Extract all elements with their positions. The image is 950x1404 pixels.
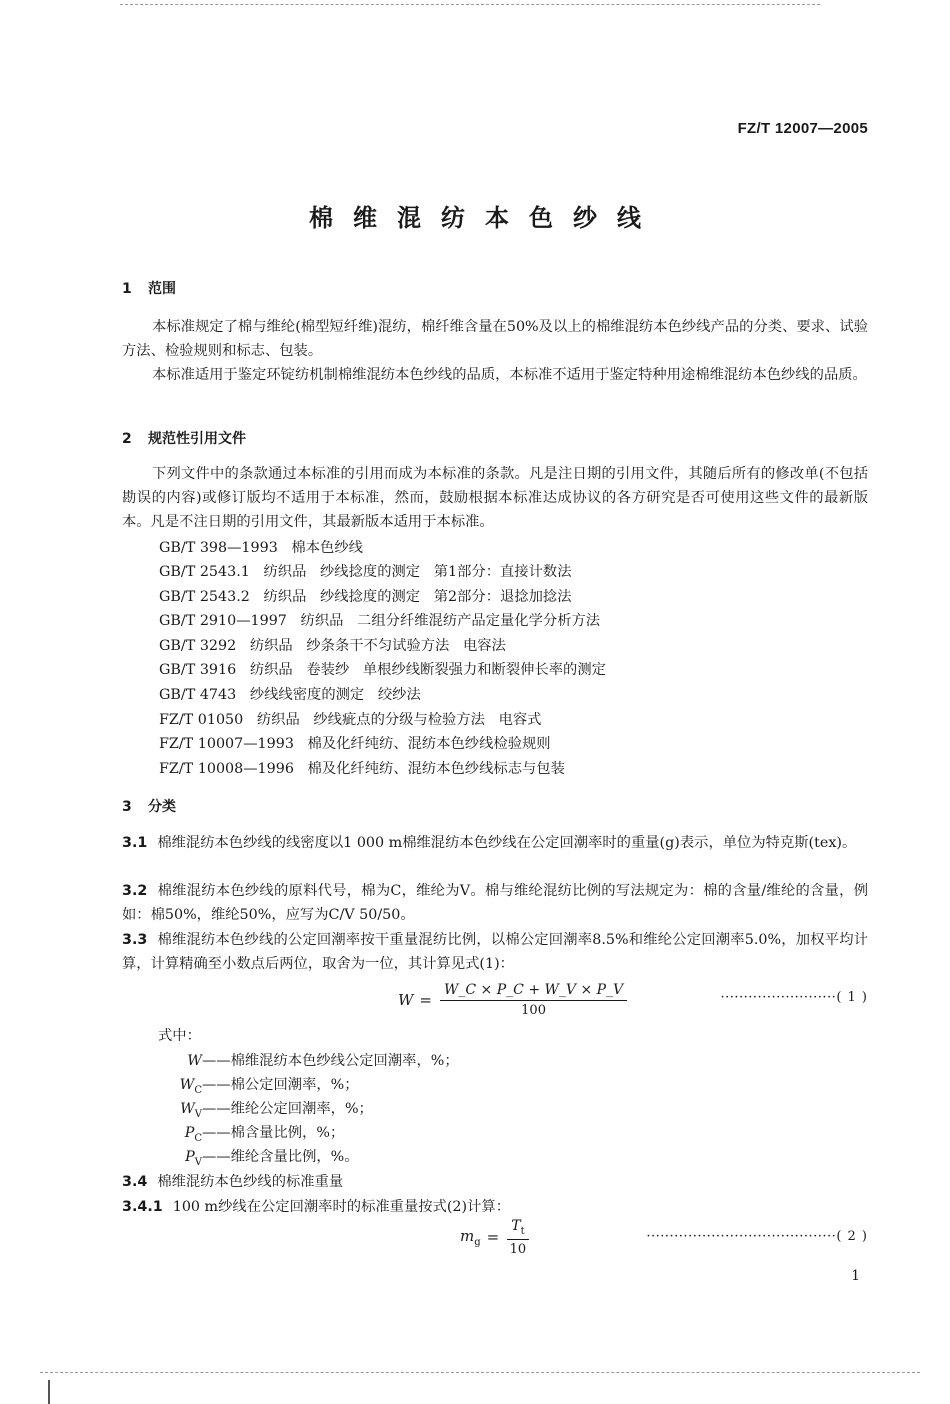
reference-item: GB/T 2543.1 纺织品 纱线捻度的测定 第1部分：直接计数法 <box>159 564 572 580</box>
clause-number: 3.1 <box>122 835 148 851</box>
page-number: 1 <box>851 1268 860 1284</box>
equals-sign: = <box>486 1228 500 1247</box>
definition-item <box>150 1050 459 1072</box>
definition-item <box>150 1146 359 1168</box>
clause-number: 3.3 <box>122 932 148 948</box>
formula-2-fraction <box>507 1218 528 1257</box>
equals-sign: = <box>419 991 432 1009</box>
definition-text: ——棉公定回潮率，%； <box>202 1077 359 1093</box>
reference-item: GB/T 3916 纺织品 卷装纱 单根纱线断裂强力和断裂伸长率的测定 <box>159 662 606 678</box>
clause-text: 100 m纱线在公定回潮率时的标准重量按式(2)计算： <box>172 1199 510 1215</box>
section-title: 范围 <box>148 281 176 297</box>
definition-symbol: $W_V$ <box>180 1101 202 1120</box>
reference-item: FZ/T 10007—1993 棉及化纤纯纺、混纺本色纱线检验规则 <box>159 736 551 752</box>
clause-3-4 <box>122 1170 868 1194</box>
scan-border-bottom <box>40 1372 920 1373</box>
definition-item <box>150 1098 373 1120</box>
section-1-heading <box>122 278 176 298</box>
section-number: 2 <box>122 431 132 447</box>
scan-border-top <box>120 4 820 5</box>
section-2-intro: 下列文件中的条款通过本标准的引用而成为本标准的条款。凡是注日期的引用文件，其随后所有的修改单(不包括勘误的内容)或修订版均不适用于本标准，然而，鼓励根据本标准达成协议的各方研究是否可使用这些文件的最新版本。凡是不注日期的引用文件，其最新版本适用于本标准。 <box>122 466 868 530</box>
clause-text: 棉维混纺本色纱线的公定回潮率按干重量混纺比例，以棉公定回潮率8.5%和维纶公定回潮率5.0%，加权平均计算，计算精确至小数点后两位，取舍为一位，其计算见式(1)： <box>122 932 868 972</box>
clause-number: 3.2 <box>122 883 148 899</box>
reference-item: FZ/T 10008—1996 棉及化纤纯纺、混纺本色纱线标志与包装 <box>159 761 565 777</box>
definition-symbol: $P_C$ <box>184 1125 202 1144</box>
definition-symbol: $W_C$ <box>179 1077 202 1096</box>
clause-number: 3.4.1 <box>122 1199 163 1215</box>
equation-number-1 <box>721 990 869 1005</box>
equation-number-2 <box>646 1229 868 1244</box>
section-number: 3 <box>122 799 132 815</box>
formula-2-lhs: $m_g$ <box>460 1226 481 1248</box>
standard-code: FZ/T 12007—2005 <box>737 120 868 137</box>
reference-item: GB/T 2543.2 纺织品 纱线捻度的测定 第2部分：退捻加捻法 <box>159 589 572 605</box>
definition-text: ——维纶公定回潮率，%； <box>202 1101 373 1117</box>
reference-item: GB/T 4743 纱线线密度的测定 绞纱法 <box>159 687 421 703</box>
scan-edge-mark <box>48 1380 50 1404</box>
definition-text: ——棉含量比例，%； <box>202 1125 345 1141</box>
where-label: 式中： <box>158 1028 201 1044</box>
clause-3-3 <box>122 928 868 976</box>
reference-item: FZ/T 01050 纺织品 纱线疵点的分级与检验方法 电容式 <box>159 712 542 728</box>
formula-2 <box>460 1218 529 1257</box>
definition-text: ——维纶含量比例，%。 <box>202 1149 359 1165</box>
formula-1 <box>398 982 627 1018</box>
eq-number: ( 2 ) <box>836 1229 868 1244</box>
dot-leaders: ························· <box>720 990 837 1005</box>
formula-2-denominator: 10 <box>509 1241 527 1257</box>
clause-3-4-1 <box>122 1195 868 1219</box>
reference-item: GB/T 2910—1997 纺织品 二组分纤维混纺产品定量化学分析方法 <box>159 613 601 629</box>
clause-3-1 <box>122 831 868 855</box>
formula-1-fraction <box>440 982 627 1018</box>
definition-symbol: W <box>187 1053 202 1069</box>
section-number: 1 <box>122 281 132 297</box>
definition-item <box>150 1122 344 1144</box>
section-3-heading <box>122 796 176 816</box>
dot-leaders: ········································· <box>646 1229 837 1244</box>
section-title: 规范性引用文件 <box>148 431 246 447</box>
formula-2-numerator: $T_t$ <box>507 1218 528 1240</box>
definition-symbol: $P_V$ <box>185 1149 202 1168</box>
clause-number: 3.4 <box>122 1174 148 1190</box>
document-title: 棉维混纺本色纱线 <box>309 204 661 232</box>
section-1-paragraph-2: 本标准适用于鉴定环锭纺机制棉维混纺本色纱线的品质，本标准不适用于鉴定特种用途棉维混纺本色纱线的品质。 <box>152 367 867 383</box>
definition-text: ——棉维混纺本色纱线公定回潮率，%； <box>202 1053 459 1069</box>
reference-item: GB/T 398—1993 棉本色纱线 <box>159 540 363 556</box>
definition-item <box>150 1074 359 1096</box>
clause-text: 棉维混纺本色纱线的原料代号，棉为C，维纶为V。棉与维纶混纺比例的写法规定为：棉的含量/维纶的含量，例如：棉50%，维纶50%，应写为C/V 50/50。 <box>122 883 868 923</box>
section-title: 分类 <box>148 799 176 815</box>
clause-3-2 <box>122 879 868 927</box>
formula-1-denominator: 100 <box>521 1003 546 1018</box>
section-1-paragraph-1: 本标准规定了棉与维纶(棉型短纤维)混纺，棉纤维含量在50%及以上的棉维混纺本色纱线产品的分类、要求、试验方法、检验规则和标志、包装。 <box>122 319 868 359</box>
clause-text: 棉维混纺本色纱线的线密度以1 000 m棉维混纺本色纱线在公定回潮率时的重量(g)表示，单位为特克斯(tex)。 <box>157 835 857 851</box>
section-2-heading <box>122 428 246 448</box>
clause-text: 棉维混纺本色纱线的标准重量 <box>157 1174 344 1190</box>
formula-1-numerator: W_C × P_C + W_V × P_V <box>440 982 627 1001</box>
formula-1-lhs: W <box>398 991 414 1009</box>
reference-item: GB/T 3292 纺织品 纱条条干不匀试验方法 电容法 <box>159 638 506 654</box>
eq-number: ( 1 ) <box>836 990 868 1005</box>
